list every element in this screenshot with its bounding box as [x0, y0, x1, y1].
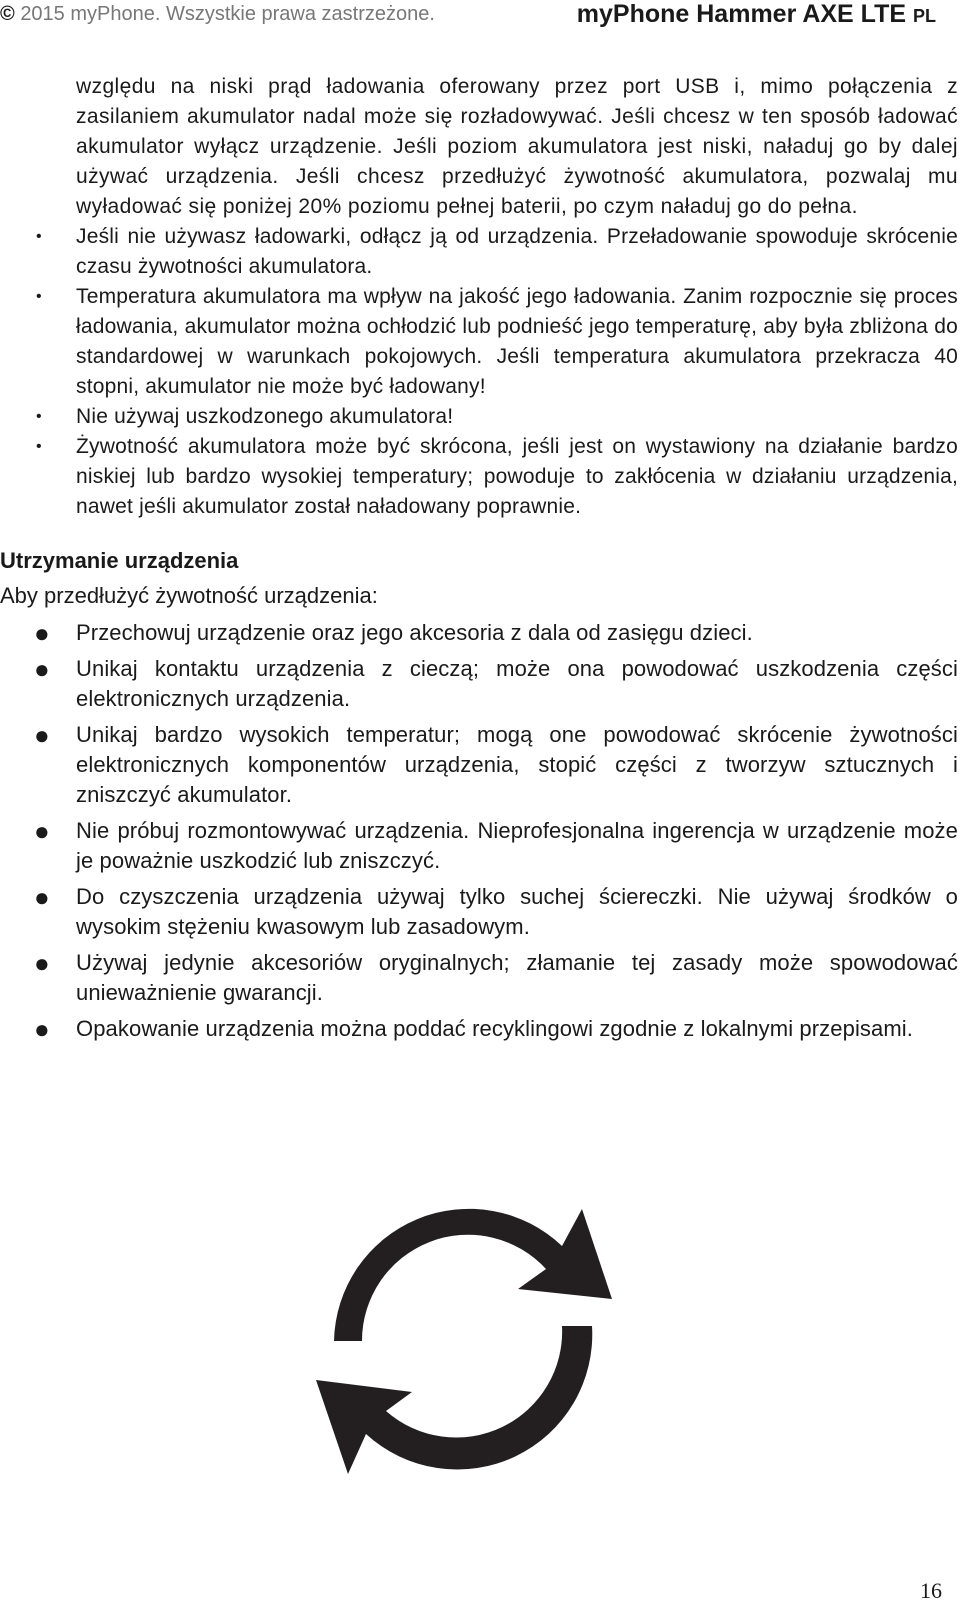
bullet-icon: ●	[34, 948, 50, 978]
bullet-icon: ●	[34, 654, 50, 684]
list-item-text: Unikaj bardzo wysokich temperatur; mogą one powodować skrócenie żywotności elektronicznych komponentów urządzenia, stopić części z tworzyw sztucznych i zniszczyć akumulator.	[76, 722, 958, 807]
list-item-text: Opakowanie urządzenia można poddać recyklingowi zgodnie z lokalnymi przepisami.	[76, 1016, 913, 1041]
battery-bullet-list	[0, 222, 958, 522]
product-name: myPhone Hammer AXE LTE	[576, 0, 907, 28]
list-item-text: Nie próbuj rozmontowywać urządzenia. Nieprofesjonalna ingerencja w urządzenie może je poważnie uszkodzić lub zniszczyć.	[76, 818, 958, 873]
section-intro: Aby przedłużyć żywotność urządzenia:	[0, 583, 378, 608]
list-item-text: Jeśli nie używasz ładowarki, odłącz ją od urządzenia. Przeładowanie spowoduje skrócenie czasu żywotności akumulatora.	[76, 225, 958, 278]
list-item	[0, 654, 958, 714]
list-item	[0, 618, 958, 648]
bullet-icon: ●	[34, 816, 50, 846]
upper-arc-arrow	[334, 1209, 612, 1341]
list-item	[0, 402, 958, 432]
bullet-icon: •	[36, 228, 42, 245]
bullet-icon: ●	[34, 720, 50, 750]
list-item-text: Do czyszczenia urządzenia używaj tylko suchej ściereczki. Nie używaj środków o wysokim stężeniu kwasowym lub zasadowym.	[76, 884, 958, 939]
list-item	[0, 222, 958, 282]
bullet-icon: •	[36, 438, 42, 455]
copyright-symbol: ©	[0, 3, 15, 25]
language-code: PL	[912, 6, 936, 26]
section-heading: Utrzymanie urządzenia	[0, 548, 239, 573]
list-item	[0, 948, 958, 1008]
recycle-arrows-group	[316, 1209, 612, 1474]
bullet-icon: ●	[34, 1014, 50, 1044]
bullet-icon: ●	[34, 618, 50, 648]
page-header	[0, 0, 960, 30]
battery-continuation-paragraph: względu na niski prąd ładowania oferowany przez port USB i, mimo połączenia z zasilaniem akumulator nadal może się rozładowywać. Jeśli chcesz w ten sposób ładować akumulator wyłącz urządzenie. Jeśli poziom akumulatora jest niski, naładuj go by dalej używać urządzenia. Jeśli chcesz przedłużyć żywotność akumulatora, pozwalaj mu wyładować się poniżej 20% poziomu pełnej baterii, po czym naładuj go do pełna.	[76, 75, 958, 218]
bullet-icon: •	[36, 408, 42, 425]
list-item-text: Unikaj kontaktu urządzenia z cieczą; może ona powodować uszkodzenia części elektronicznych urządzenia.	[76, 656, 958, 711]
list-item	[0, 816, 958, 876]
list-item-text: Nie używaj uszkodzonego akumulatora!	[76, 405, 454, 428]
list-item-text: Temperatura akumulatora ma wpływ na jakość jego ładowania. Zanim rozpocznie się proces ładowania, akumulator można ochłodzić lub podnieść jego temperaturę, aby była zbliżona do standardowej w warunkach pokojowych. Jeśli temperatura akumulatora przekracza 40 stopni, akumulator nie może być ładowany!	[76, 285, 958, 398]
recycle-arrows-icon	[300, 1166, 630, 1496]
copyright-text: 2015 myPhone. Wszystkie prawa zastrzeżone.	[20, 3, 435, 25]
list-item	[0, 1014, 958, 1044]
bullet-icon: ●	[34, 882, 50, 912]
page-number: 16	[920, 1578, 942, 1603]
list-item	[0, 720, 958, 810]
document-title	[577, 0, 936, 29]
list-item	[0, 432, 958, 522]
list-item-text: Przechowuj urządzenie oraz jego akcesoria z dala od zasięgu dzieci.	[76, 620, 753, 645]
list-item-text: Używaj jedynie akcesoriów oryginalnych; złamanie tej zasady może spowodować unieważnienie gwarancji.	[76, 950, 958, 1005]
list-item-text: Żywotność akumulatora może być skrócona, jeśli jest on wystawiony na działanie bardzo niskiej lub bardzo wysokiej temperatury; powoduje to zakłócenia w działaniu urządzenia, nawet jeśli akumulator został naładowany poprawnie.	[76, 435, 958, 518]
bullet-icon: •	[36, 288, 42, 305]
lower-arc-arrow	[316, 1326, 592, 1474]
list-item	[0, 882, 958, 942]
copyright-notice	[0, 3, 435, 26]
maintenance-bullet-list	[0, 618, 958, 1044]
list-item	[0, 282, 958, 402]
recycle-arrows-graphic	[300, 1166, 630, 1496]
page-content	[0, 72, 958, 1050]
